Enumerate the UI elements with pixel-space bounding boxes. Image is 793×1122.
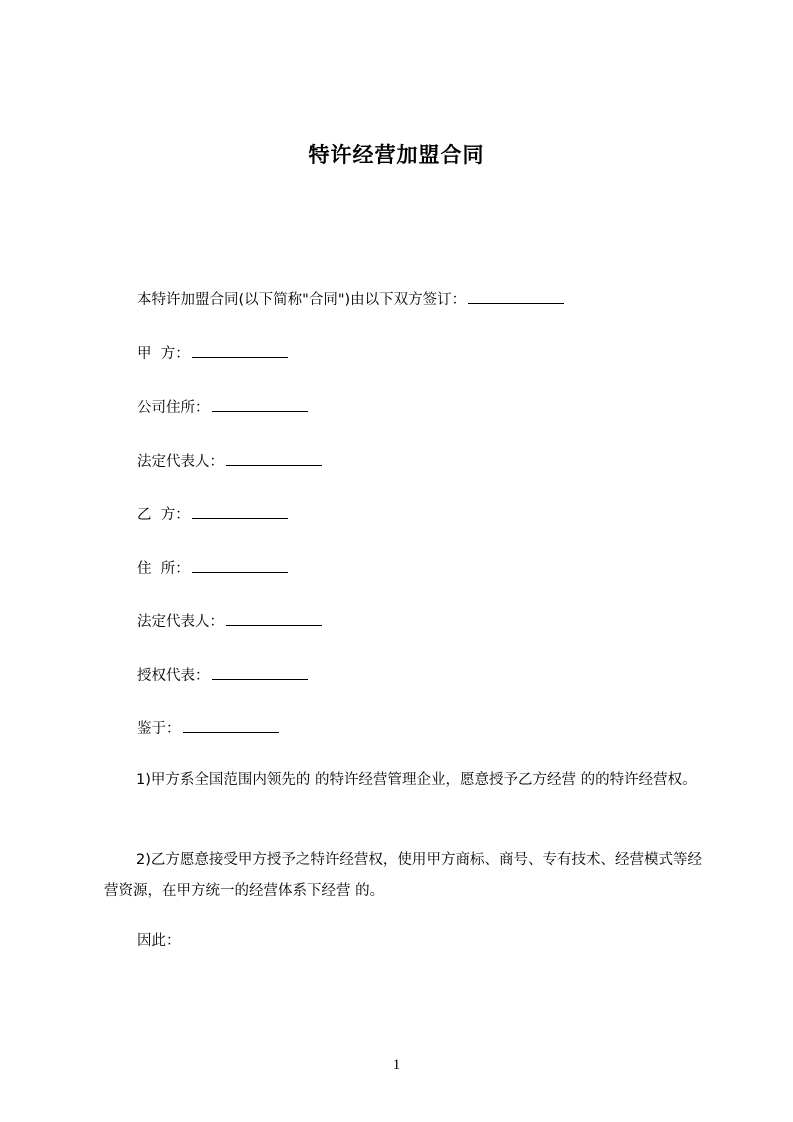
therefore-line: [137, 930, 181, 952]
authorized-rep-blank: [212, 665, 308, 680]
legal-rep-b-line: [137, 611, 322, 633]
company-address-label: 公司住所：: [137, 400, 210, 416]
address-b-line: [137, 558, 288, 580]
therefore-label: 因此：: [137, 933, 181, 949]
authorized-rep-line: [137, 665, 308, 687]
legal-rep-b-blank: [226, 611, 322, 626]
contract-title: 特许经营加盟合同: [308, 143, 485, 167]
address-b-label: 住 所：: [137, 561, 190, 577]
address-b-blank: [192, 558, 288, 573]
legal-rep-b-label: 法定代表人：: [137, 614, 224, 630]
legal-rep-a-label: 法定代表人：: [137, 454, 224, 470]
party-a-blank: [192, 343, 288, 358]
party-a-label: 甲 方：: [137, 346, 190, 362]
clause-2: 2)乙方愿意接受甲方授予之特许经营权，使用甲方商标、商号、专有技术、经营模式等经营资源，在甲方统一的经营体系下经营 的。: [104, 852, 702, 899]
party-b-label: 乙 方：: [137, 507, 190, 523]
company-address-line: [137, 397, 308, 419]
company-address-blank: [212, 397, 308, 412]
clause-1: 1)甲方系全国范围内领先的 的特许经营管理企业，愿意授予乙方经营 的的特许经营权。: [136, 772, 697, 788]
legal-rep-a-blank: [226, 451, 322, 466]
party-b-line: [137, 504, 288, 526]
legal-rep-a-line: [137, 451, 322, 473]
whereas-blank: [183, 718, 279, 733]
page-number: 1: [392, 1057, 401, 1073]
whereas-line: [137, 718, 279, 740]
party-a-line: [137, 343, 288, 365]
whereas-label: 鉴于：: [137, 721, 181, 737]
intro-text: 本特许加盟合同(以下简称"合同")由以下双方签订：: [137, 292, 467, 308]
authorized-rep-label: 授权代表：: [137, 668, 210, 684]
party-b-blank: [192, 504, 288, 519]
intro-signing-blank: [468, 289, 564, 304]
intro-line: [137, 289, 564, 311]
